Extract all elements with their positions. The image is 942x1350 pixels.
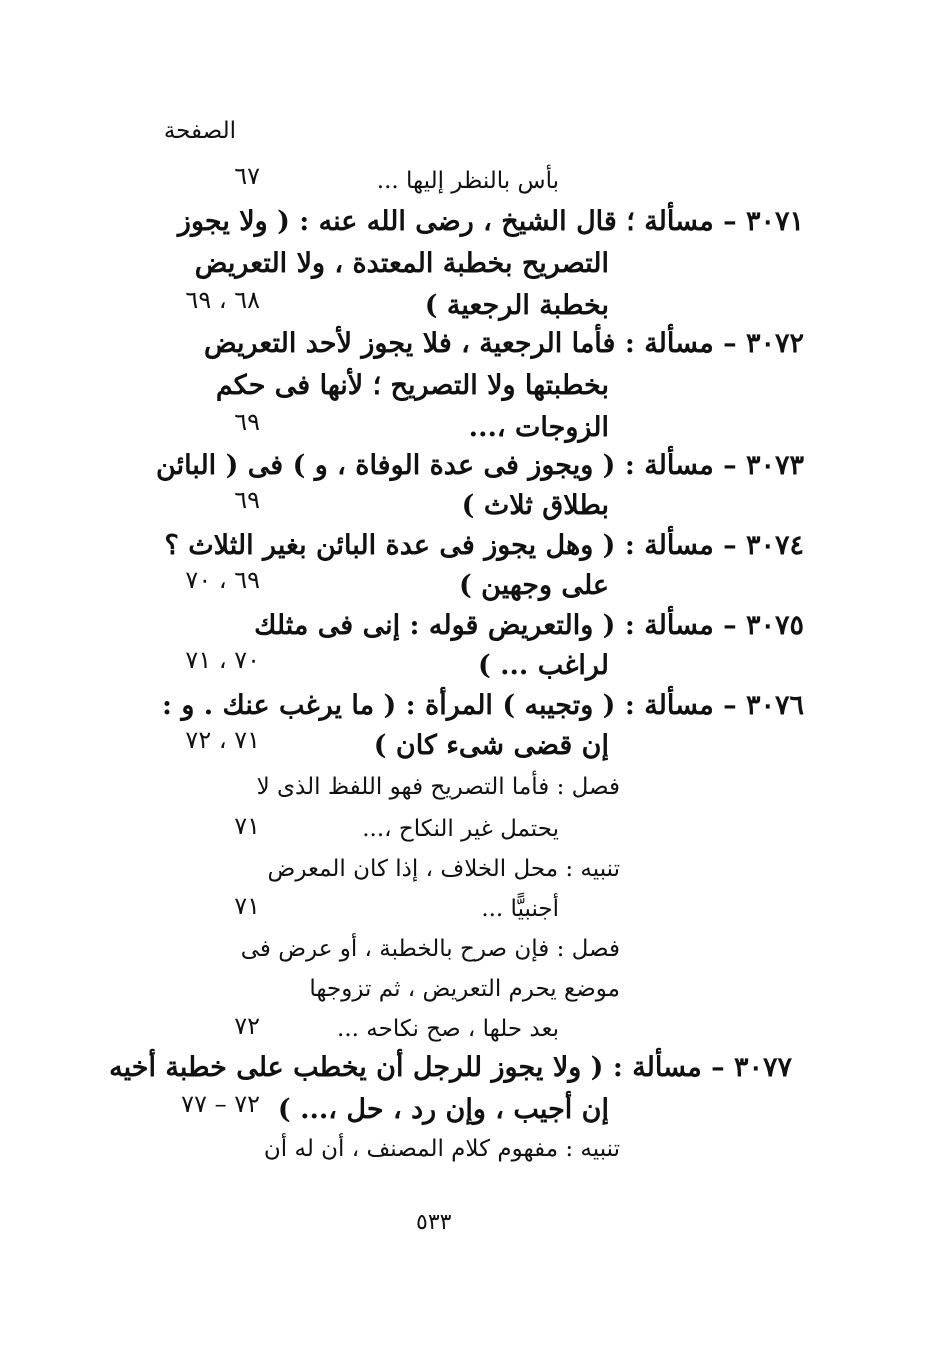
entry-line: ٣٠٧٦ – مسألة : ( وتجيبه ) المرأة : ( ما يرغب عنك . و : — [161, 690, 804, 721]
entry-line: بخطبة الرجعية ) — [424, 290, 609, 321]
page-ref: ٧١ — [234, 892, 260, 920]
entry-line: التصريح بخطبة المعتدة ، ولا التعريض — [194, 248, 609, 279]
page-ref: ٧٠ ، ٧١ — [185, 646, 260, 674]
entry-line: تنبيه : مفهوم كلام المصنف ، أن له أن — [263, 1136, 620, 1162]
page-ref: ٧٢ – ٧٧ — [181, 1090, 260, 1118]
entry-line: بأس بالنظر إليها ... — [376, 168, 559, 194]
entry-line: فصل : فإن صرح بالخطبة ، أو عرض فى — [240, 936, 620, 962]
entry-line: على وجهين ) — [458, 570, 609, 601]
entry-line: بعد حلها ، صح نكاحه ... — [337, 1016, 559, 1042]
entry-line: ٣٠٧١ – مسألة ؛ قال الشيخ ، رضى الله عنه : ( ولا يجوز — [177, 206, 804, 237]
entry-line: الزوجات ،... — [468, 412, 609, 443]
page-ref: ٦٩ — [234, 408, 260, 436]
page-ref: ٦٧ — [234, 162, 260, 190]
page-ref: ٧١ — [234, 812, 260, 840]
entry-line: أجنبيًّا ... — [481, 896, 559, 922]
page-column-header: الصفحة — [163, 118, 236, 144]
entry-line: إن قضى شىء كان ) — [373, 730, 609, 761]
entry-line: لراغب ... ) — [477, 650, 609, 681]
entry-line: فصل : فأما التصريح فهو اللفظ الذى لا — [256, 774, 620, 800]
page-ref: ٧١ ، ٧٢ — [185, 726, 260, 754]
page-number: ٥٣٣ — [416, 1210, 452, 1235]
page-ref: ٧٢ — [234, 1012, 260, 1040]
entry-line: ٣٠٧٣ – مسألة : ( ويجوز فى عدة الوفاة ، و ) فى ( البائن — [156, 450, 804, 481]
page-ref: ٦٩ — [234, 486, 260, 514]
page-ref: ٦٩ ، ٧٠ — [185, 566, 260, 594]
entry-line: إن أجيب ، وإن رد ، حل ،... ) — [277, 1094, 609, 1125]
entry-line: ٣٠٧٧ – مسألة : ( ولا يجوز للرجل أن يخطب على خطبة أخيه — [109, 1052, 792, 1083]
entry-line: تنبيه : محل الخلاف ، إذا كان المعرض — [267, 856, 620, 882]
entry-line: موضع يحرم التعريض ، ثم تزوجها — [309, 976, 620, 1002]
entry-line: بخطبتها ولا التصريح ؛ لأنها فى حكم — [215, 370, 609, 401]
entry-line: يحتمل غير النكاح ،... — [362, 816, 559, 842]
entry-line: ٣٠٧٢ – مسألة : فأما الرجعية ، فلا يجوز لأحد التعريض — [203, 328, 804, 359]
entry-line: ٣٠٧٤ – مسألة : ( وهل يجوز فى عدة البائن بغير الثلاث ؟ — [164, 530, 804, 561]
entry-line: بطلاق ثلاث ) — [461, 490, 609, 521]
page-ref: ٦٨ ، ٦٩ — [185, 286, 260, 314]
entry-line: ٣٠٧٥ – مسألة : ( والتعريض قوله : إنى فى مثلك — [254, 610, 804, 641]
